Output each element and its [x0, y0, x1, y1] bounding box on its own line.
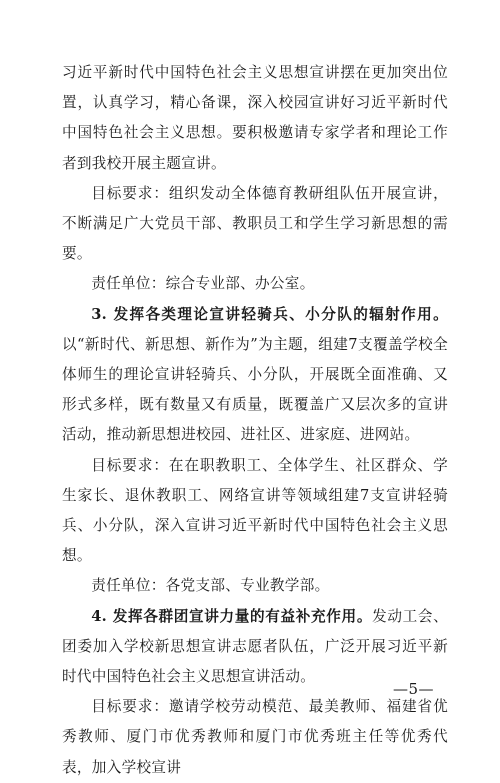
document-body — [62, 58, 448, 783]
paragraph-text: 责任单位：综合专业部、办公室。 — [91, 275, 315, 293]
paragraph-text: 目标要求：组织发动全体德育教研组队伍开展宣讲，不断满足广大党员干部、教职员工和学生学习新思想的需要。 — [62, 184, 448, 263]
paragraph-2 — [62, 179, 448, 270]
paragraph-text: 习近平新时代中国特色社会主义思想宣讲摆在更加突出位置，认真学习，精心备课，深入校园宣讲好习近平新时代中国特色社会主义思想。要积极邀请专家学者和理论工作者到我校开展主题宣讲。 — [62, 64, 448, 172]
paragraph-text: 目标要求：在在职教职工、全体学生、社区群众、学生家长、退休教职工、网络宣讲等领域组建7支宣讲轻骑兵、小分队，深入宣讲习近平新时代中国特色社会主义思想。 — [62, 456, 448, 565]
paragraph-text: 责任单位：各党支部、专业教学部。 — [91, 577, 330, 595]
section-heading: 4. 发挥各群团宣讲力量的有益补充作用。 — [91, 607, 373, 625]
paragraph-text: 发动工会、团委加入学校新思想宣讲志愿者队伍，广泛开展习近平新时代中国特色社会主义思想宣讲活动。 — [62, 607, 448, 686]
paragraph-4 — [62, 300, 448, 451]
paragraph-text: 目标要求：邀请学校劳动模范、最美教师、福建省优秀教师、厦门市优秀教师和厦门市优秀班主任等优秀代表，加入学校宣讲 — [62, 698, 448, 776]
paragraph-6 — [62, 571, 448, 601]
paragraph-5 — [62, 451, 448, 572]
paragraph-3 — [62, 269, 448, 299]
paragraph-8 — [62, 692, 448, 783]
paragraph-7 — [62, 602, 448, 693]
section-heading: 3. 发挥各类理论宣讲轻骑兵、小分队的辐射作用。 — [91, 305, 448, 323]
paragraph-1 — [62, 58, 448, 179]
paragraph-text: 以“新时代、新思想、新作为”为主题，组建7支覆盖学校全体师生的理论宣讲轻骑兵、小分队，开展既全面准确、又形式多样，既有数量又有质量，既覆盖广又层次多的宣讲活动，推动新思想进校园、进社区、进家庭、进网站。 — [62, 335, 448, 444]
page-number: —5— — [392, 680, 434, 698]
